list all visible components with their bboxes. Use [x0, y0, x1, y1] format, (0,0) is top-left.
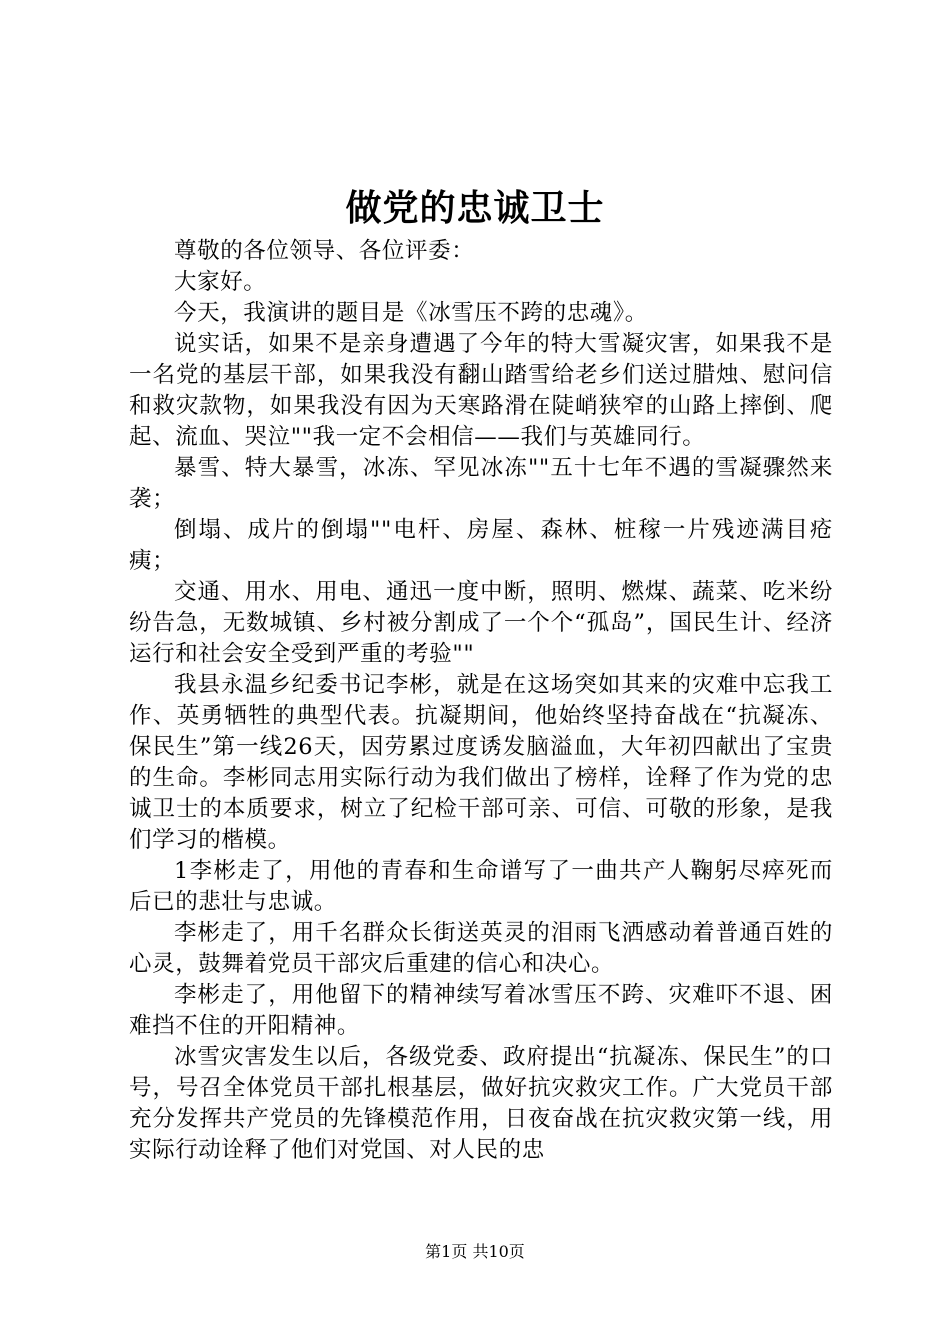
- page-number-footer: 第1页 共10页: [425, 1242, 525, 1261]
- paragraph: 李彬走了，用他留下的精神续写着冰雪压不跨、灾难吓不退、困难挡不住的开阳精神。: [129, 982, 833, 1039]
- paragraph: 李彬走了，用千名群众长街送英灵的泪雨飞洒感动着普通百姓的心灵，鼓舞着党员干部灾后重建的信心和决心。: [129, 920, 833, 977]
- paragraph: 说实话，如果不是亲身遭遇了今年的特大雪凝灾害，如果我不是一名党的基层干部，如果我没有翻山踏雪给老乡们送过腊烛、慰问信和救灾款物，如果我没有因为天寒路滑在陡峭狭窄的山路上摔倒、爬起、流血、哭泣""我一定不会相信——我们与英雄同行。: [129, 331, 833, 450]
- paragraph: 交通、用水、用电、通迅一度中断，照明、燃煤、蔬菜、吃米纷纷告急，无数城镇、乡村被分割成了一个个“孤岛”，国民生计、经济运行和社会安全受到严重的考验"": [129, 579, 833, 667]
- paragraph: 倒塌、成片的倒塌""电杆、房屋、森林、桩稼一片残迹满目疮痍；: [129, 517, 833, 574]
- paragraph: 1李彬走了，用他的青春和生命谱写了一曲共产人鞠躬尽瘁死而后已的悲壮与忠诚。: [129, 858, 833, 915]
- paragraph-topic: 今天，我演讲的题目是《冰雪压不跨的忠魂》。: [174, 300, 648, 326]
- paragraph: 暴雪、特大暴雪，冰冻、罕见冰冻""五十七年不遇的雪凝骤然来袭；: [129, 455, 833, 512]
- paragraph: 我县永温乡纪委书记李彬，就是在这场突如其来的灾难中忘我工作、英勇牺牲的典型代表。抗凝期间，他始终坚持奋战在“抗凝冻、保民生”第一线26天，因劳累过度诱发脑溢血，大年初四献出了宝贵的生命。李彬同志用实际行动为我们做出了榜样，诠释了作为党的忠诚卫士的本质要求，树立了纪检干部可亲、可信、可敬的形象，是我们学习的楷模。: [129, 672, 833, 853]
- document-body: [129, 236, 833, 1166]
- paragraph: 冰雪灾害发生以后，各级党委、政府提出“抗凝冻、保民生”的口号，号召全体党员干部扎根基层，做好抗灾救灾工作。广大党员干部充分发挥共产党员的先锋模范作用，日夜奋战在抗灾救灾第一线，用实际行动诠释了他们对党国、对人民的忠: [129, 1044, 833, 1163]
- document-title: 做党的忠诚卫士: [345, 187, 605, 229]
- paragraph-salutation: 尊敬的各位领导、各位评委：: [174, 238, 475, 264]
- paragraph-greeting: 大家好。: [174, 269, 267, 295]
